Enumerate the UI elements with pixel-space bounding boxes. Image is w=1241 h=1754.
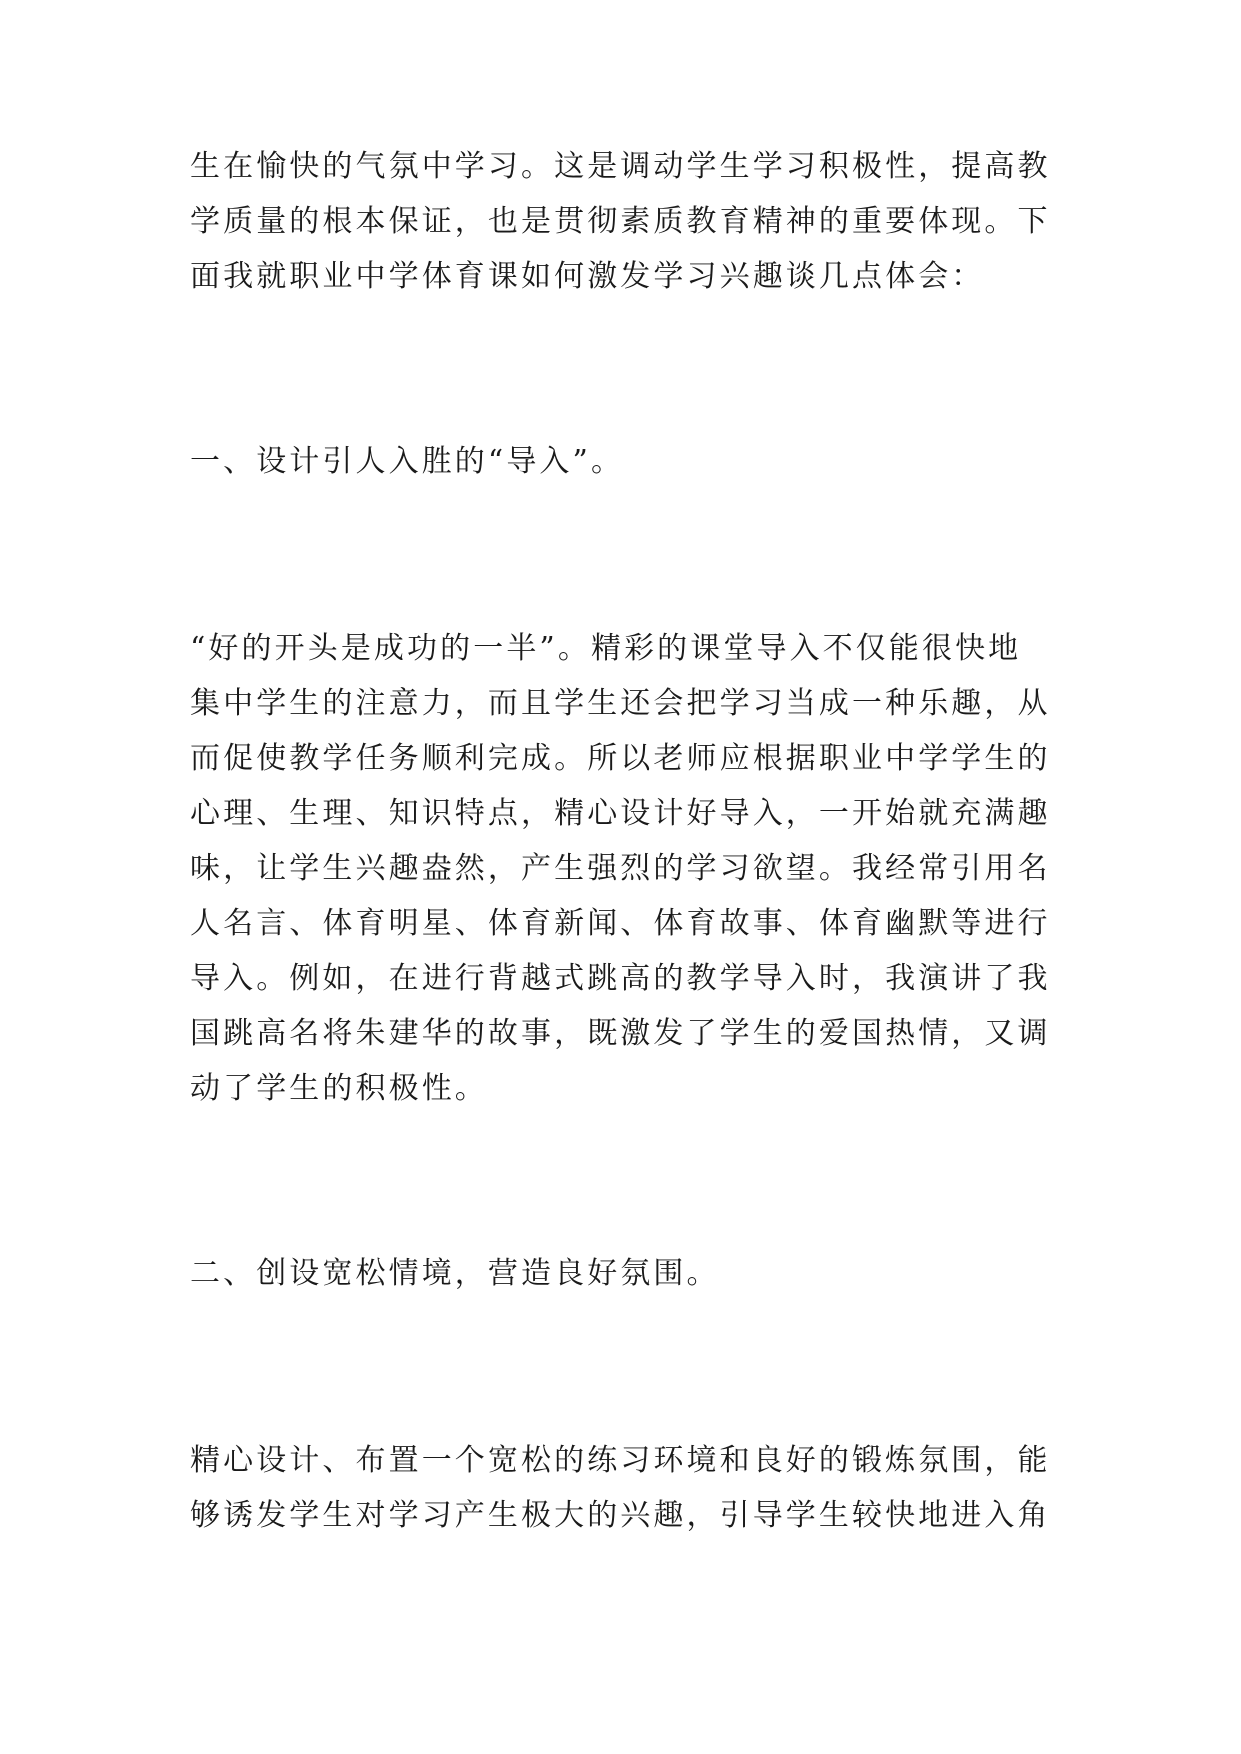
paragraph-line: 导入。例如，在进行背越式跳高的教学导入时，我演讲了我 <box>190 961 1051 996</box>
paragraph-line: 动了学生的积极性。 <box>190 1071 488 1106</box>
paragraph-line: 人名言、体育明星、体育新闻、体育故事、体育幽默等进行 <box>190 906 1051 941</box>
paragraph-line: 味，让学生兴趣盎然，产生强烈的学习欲望。我经常引用名 <box>190 851 1051 886</box>
paragraph-line: 生在愉快的气氛中学习。这是调动学生学习积极性，提高教 <box>190 149 1051 184</box>
paragraph-line: 国跳高名将朱建华的故事，既激发了学生的爱国热情，又调 <box>190 1016 1051 1051</box>
section-heading: 二、创设宽松情境，营造良好氛围。 <box>190 1256 720 1291</box>
paragraph-line: 心理、生理、知识特点，精心设计好导入，一开始就充满趣 <box>190 796 1051 831</box>
paragraph-line: “好的开头是成功的一半”。精彩的课堂导入不仅能很快地 <box>190 631 1022 666</box>
section-heading: 一、设计引人入胜的“导入”。 <box>190 444 625 479</box>
paragraph-line: 学质量的根本保证，也是贯彻素质教育精神的重要体现。下 <box>190 204 1051 239</box>
paragraph-line: 精心设计、布置一个宽松的练习环境和良好的锻炼氛围，能 <box>190 1443 1051 1478</box>
paragraph-line: 而促使教学任务顺利完成。所以老师应根据职业中学学生的 <box>190 741 1051 776</box>
paragraph-line: 够诱发学生对学习产生极大的兴趣，引导学生较快地进入角 <box>190 1498 1051 1533</box>
paragraph-line: 面我就职业中学体育课如何激发学习兴趣谈几点体会： <box>190 259 985 294</box>
paragraph-line: 集中学生的注意力，而且学生还会把学习当成一种乐趣，从 <box>190 686 1051 721</box>
